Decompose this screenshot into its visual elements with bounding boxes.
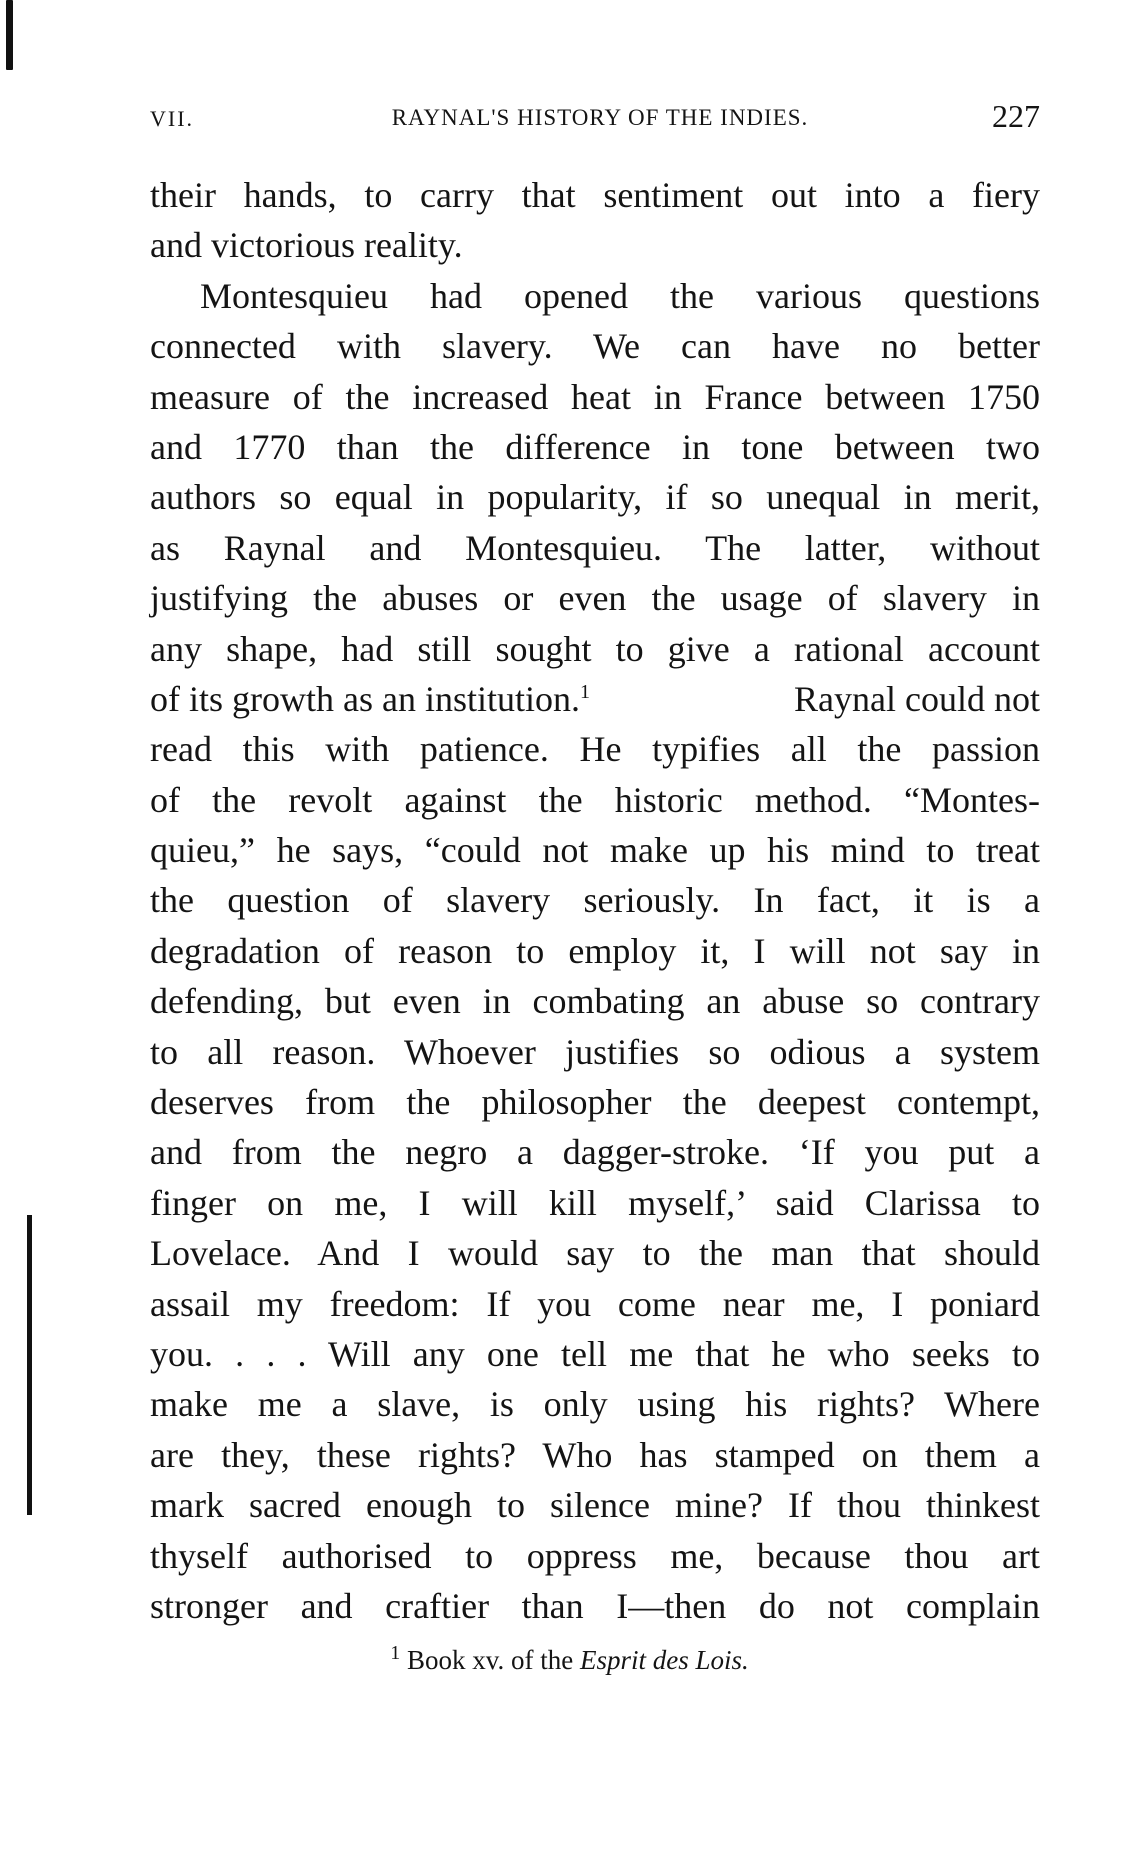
footnote — [0, 1642, 1139, 1676]
chapter-number: VII. — [150, 106, 195, 131]
text-line: and victorious reality. — [150, 225, 463, 266]
page-number: 227 — [992, 98, 1040, 134]
text-line: of the revolt against the historic method. “Montes- — [150, 779, 1040, 820]
text-line: make me a slave, is only using his rights? Where — [150, 1384, 1040, 1425]
binding-shadow — [27, 1215, 32, 1515]
text-line: justifying the abuses or even the usage of slavery in — [150, 578, 1040, 619]
text-line: stronger and craftier than I—then do not complain — [150, 1585, 1040, 1626]
text-segment: Raynal could not — [794, 678, 1040, 719]
footnote-title: Esprit des Lois. — [579, 1645, 749, 1675]
text-line: Montesquieu had opened the various questions — [200, 275, 1040, 316]
text-line: are they, these rights? Who has stamped on them a — [150, 1434, 1040, 1475]
text-line: assail my freedom: If you come near me, I poniard — [150, 1283, 1040, 1324]
text-line: degradation of reason to employ it, I will not say in — [150, 930, 1040, 971]
text-line: Lovelace. And I would say to the man that should — [150, 1233, 1040, 1274]
footnote-marker: 1 — [390, 1642, 401, 1664]
text-line: connected with slavery. We can have no better — [150, 326, 1040, 367]
text-line: their hands, to carry that sentiment out into a fiery — [150, 175, 1040, 215]
text-segment: of its growth as an institution. — [150, 678, 580, 719]
page-edge-mark — [6, 0, 13, 70]
running-header — [150, 98, 1040, 138]
text-line: as Raynal and Montesquieu. The latter, without — [150, 527, 1040, 568]
text-line: mark sacred enough to silence mine? If thou thinkest — [150, 1485, 1040, 1526]
text-line: the question of slavery seriously. In fact, it is a — [150, 880, 1040, 921]
text-line: read this with patience. He typifies all the passion — [150, 729, 1040, 770]
text-line: and 1770 than the difference in tone between two — [150, 426, 1040, 467]
running-title: RAYNAL'S HISTORY OF THE INDIES. — [391, 105, 809, 130]
text-line: authors so equal in popularity, if so unequal in merit, — [150, 477, 1040, 518]
text-line-with-footnote — [150, 674, 1040, 724]
text-line: thyself authorised to oppress me, because thou art — [150, 1535, 1040, 1576]
text-line: measure of the increased heat in France between 1750 — [150, 376, 1040, 417]
text-line: you. . . . Will any one tell me that he who seeks to — [150, 1333, 1040, 1374]
text-line: deserves from the philosopher the deepest contempt, — [150, 1082, 1040, 1123]
footnote-reference: 1 — [579, 680, 590, 703]
text-line: finger on me, I will kill myself,’ said Clarissa to — [150, 1182, 1040, 1223]
text-line: defending, but even in combating an abuse so contrary — [150, 981, 1040, 1022]
text-line: to all reason. Whoever justifies so odious a system — [150, 1031, 1040, 1072]
body-text — [150, 170, 1040, 1631]
text-line: and from the negro a dagger-stroke. ‘If you put a — [150, 1132, 1040, 1173]
footnote-text: Book xv. of the — [406, 1645, 574, 1675]
text-line: quieu,” he says, “could not make up his mind to treat — [150, 830, 1040, 871]
text-line: any shape, had still sought to give a rational account — [150, 628, 1040, 669]
